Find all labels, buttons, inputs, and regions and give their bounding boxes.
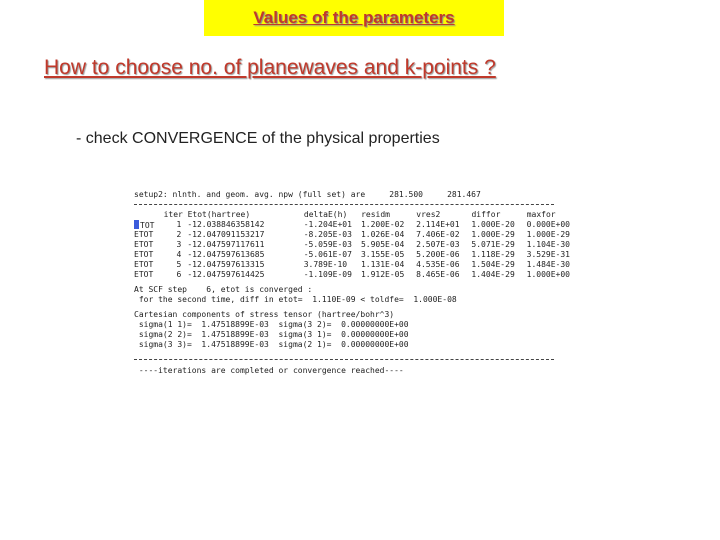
table-cell: ETOT (134, 240, 154, 249)
table-cell: 8.465E-06 (416, 270, 460, 279)
bullet-point: - check CONVERGENCE of the physical properties (76, 130, 440, 147)
slide-title: Values of the parameters (253, 8, 455, 27)
table-cell: 2.507E-03 (416, 240, 460, 249)
slide-subtitle: How to choose no. of planewaves and k-points ? (44, 56, 496, 79)
table-row (134, 250, 574, 260)
table-cell: ETOT (134, 250, 154, 259)
column-header: residm (361, 210, 390, 219)
table-cell: -12.047597613315 (187, 260, 265, 269)
converged-detail-line: for the second time, diff in etot= 1.110E-09 < toldfe= 1.000E-08 (134, 295, 457, 304)
column-header: iter (163, 210, 183, 219)
table-row (134, 220, 574, 230)
table-cell: 1.504E-29 (471, 260, 515, 269)
table-cell: -12.047091153217 (187, 230, 265, 239)
table-cell: 1.000E-29 (526, 230, 570, 239)
table-cell: 5.200E-06 (416, 250, 460, 259)
setup-line: setup2: nlnth. and geom. avg. npw (full set) are 281.500 281.467 (134, 190, 481, 199)
table-row (134, 270, 574, 280)
table-cell: 4.535E-06 (416, 260, 460, 269)
table-cell: 1.000E-20 (471, 220, 515, 229)
table-cell: ETOT (134, 230, 154, 239)
table-cell: -1.204E+01 (303, 220, 352, 229)
column-header: Etot(hartree) (187, 210, 251, 219)
text-cursor-icon (134, 220, 139, 229)
table-cell: -5.059E-03 (303, 240, 352, 249)
iteration-header-row (134, 210, 574, 220)
table-cell: 3.789E-10 (303, 260, 348, 269)
stress-row: sigma(3 3)= 1.47518899E-03 sigma(2 1)= 0.00000000E+00 (134, 340, 409, 349)
slide-title-box (204, 0, 504, 36)
table-cell: 6 (176, 270, 182, 279)
table-cell: -8.205E-03 (303, 230, 352, 239)
table-cell: 7.406E-02 (416, 230, 460, 239)
table-cell: -5.061E-07 (303, 250, 352, 259)
table-cell: -12.047597614425 (187, 270, 265, 279)
table-cell: 1.131E-04 (360, 260, 405, 269)
stress-row: sigma(1 1)= 1.47518899E-03 sigma(3 2)= 0.00000000E+00 (134, 320, 409, 329)
completion-message: ----iterations are completed or convergence reached---- (134, 366, 404, 375)
table-cell: -12.047597117611 (187, 240, 265, 249)
table-cell: -12.038846358142 (187, 220, 265, 229)
table-cell: -1.109E-09 (303, 270, 352, 279)
table-cell: 0.000E+00 (526, 220, 570, 229)
table-cell: 3.529E-31 (526, 250, 570, 259)
table-cell: 1.104E-30 (526, 240, 570, 249)
table-cell: 1 (176, 220, 182, 229)
stress-header: Cartesian components of stress tensor (hartree/bohr^3) (134, 310, 395, 319)
table-cell: ETOT (134, 260, 154, 269)
table-row (134, 240, 574, 250)
table-cell: 4 (176, 250, 182, 259)
table-cell: 1.000E+00 (526, 270, 570, 279)
separator-line (134, 204, 554, 205)
separator-line (134, 359, 554, 360)
table-row (134, 260, 574, 270)
terminal-output (134, 190, 574, 480)
table-cell: 5.071E-29 (471, 240, 515, 249)
table-cell: 1.000E-29 (471, 230, 515, 239)
table-cell: -12.047597613685 (187, 250, 265, 259)
table-cell: 5 (176, 260, 182, 269)
table-cell: 1.026E-04 (360, 230, 405, 239)
table-cell: 1.200E-02 (360, 220, 405, 229)
table-cell: TOT (134, 220, 164, 230)
column-header: diffor (471, 210, 501, 219)
table-cell: 2 (176, 230, 182, 239)
table-cell: 3 (176, 240, 182, 249)
table-cell: 1.912E-05 (360, 270, 405, 279)
table-cell: 1.484E-30 (526, 260, 570, 269)
column-header: vres2 (416, 210, 441, 219)
iteration-table (134, 220, 574, 280)
table-row (134, 230, 574, 240)
table-cell: 1.118E-29 (471, 250, 515, 259)
column-header: maxfor (526, 210, 556, 219)
table-cell: 3.155E-05 (360, 250, 405, 259)
table-cell: 5.905E-04 (360, 240, 405, 249)
converged-line: At SCF step 6, etot is converged : (134, 285, 313, 294)
column-header: deltaE(h) (303, 210, 348, 219)
table-cell: ETOT (134, 270, 154, 279)
table-cell: 1.404E-29 (471, 270, 515, 279)
stress-row: sigma(2 2)= 1.47518899E-03 sigma(3 1)= 0.00000000E+00 (134, 330, 409, 339)
table-cell: 2.114E+01 (416, 220, 460, 229)
